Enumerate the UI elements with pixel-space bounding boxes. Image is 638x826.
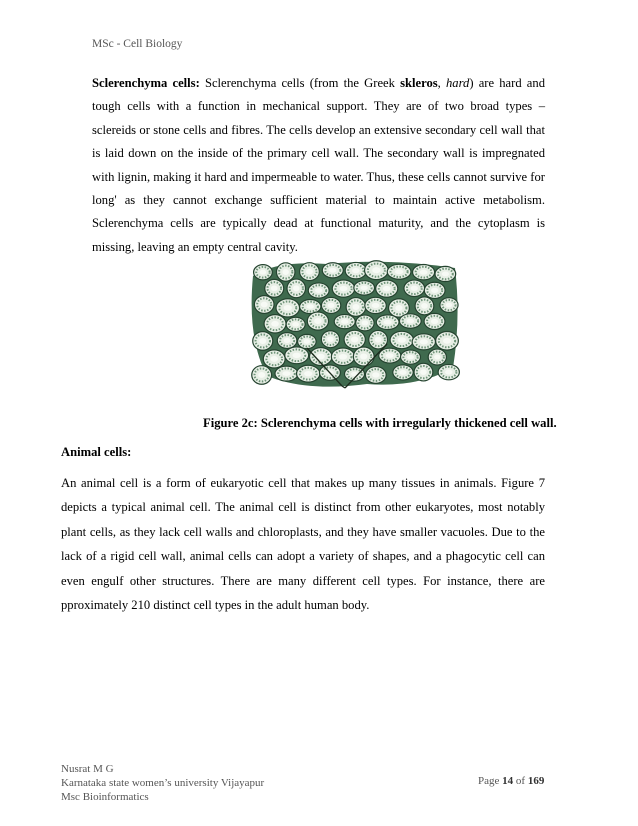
footer-program: Msc Bioinformatics <box>61 791 149 803</box>
sclerenchyma-text-a: Sclerenchyma cells (from the Greek <box>199 76 401 90</box>
animal-cells-paragraph: An animal cell is a form of eukaryotic cell that makes up many tissues in animals. Figure 7 depicts a typical animal cell. The animal cell is distinct from other eukaryotes, most notably plant cells, as they lack cell walls and chloroplasts, and they have smaller vacuoles. Due to the lack of a rigid cell wall, animal cells can adopt a variety of shapes, and a phagocytic cell can even engulf other structures. There are many different cell types. For instance, there are pproximately 210 distinct cell types in the adult human body. <box>61 476 545 613</box>
footer-author: Nusrat M G <box>61 763 114 775</box>
animal-cells-heading: Animal cells: <box>61 445 132 459</box>
footer-author-block <box>61 762 264 804</box>
skleros-word: skleros <box>400 76 438 90</box>
sclerenchyma-paragraph <box>92 72 545 259</box>
figure-caption: Figure 2c: Sclerenchyma cells with irregularly thickened cell wall. <box>203 416 557 430</box>
page-total: 169 <box>527 775 545 787</box>
page-header: MSc - Cell Biology <box>92 38 183 50</box>
sclerenchyma-text-b: ) are hard and tough cells with a function in mechanical support. They are of two broad types – sclereids or stone cells and fibres. The cells develop an extensive secondary cell wall that is laid down on the inside of the primary cell wall. The secondary wall is impregnated with lignin, making it hard and impermeable to water. Thus, these cells cannot survive for long' as they cannot exchange sufficient material to maintain active metabolism. Sclerenchyma cells are typically dead at functional maturity, and the cytoplasm is missing, leaving an empty central cavity. <box>92 76 545 254</box>
page-current: 14 <box>502 775 514 787</box>
sclerenchyma-micrograph <box>247 258 461 392</box>
footer-institution: Karnataka state women’s university Vijayapur <box>61 777 265 789</box>
hard-word: hard <box>446 76 470 90</box>
page-number: Page 14 of 169 <box>478 775 545 787</box>
sclerenchyma-term: Sclerenchyma cells: <box>92 76 200 90</box>
sclerenchyma-comma: , <box>437 76 446 90</box>
